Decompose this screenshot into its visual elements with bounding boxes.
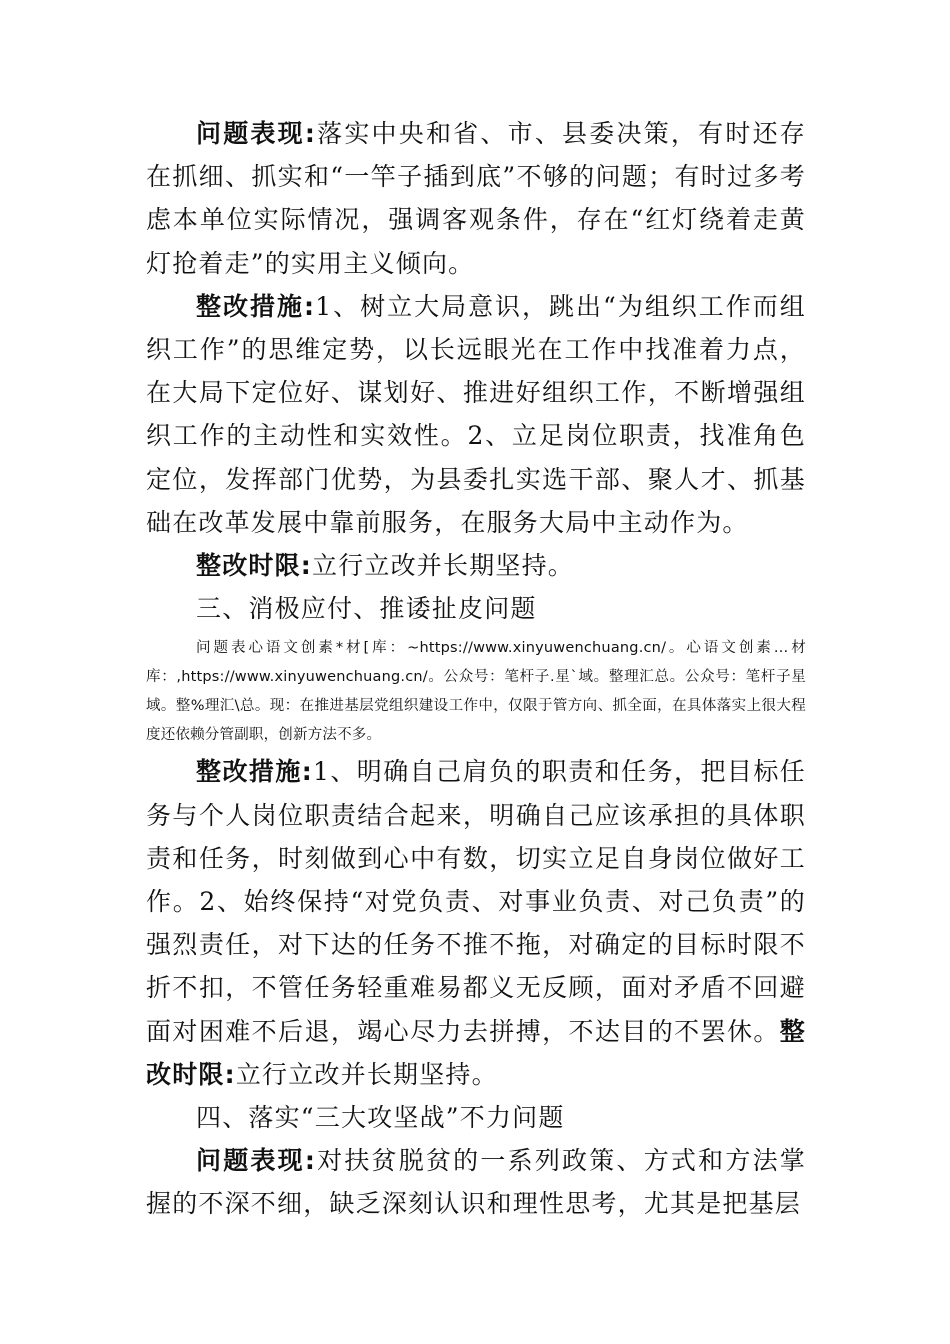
label-measures: 整改措施: — [196, 757, 313, 787]
paragraph-measures-1 — [146, 285, 806, 544]
label-measures: 整改措施: — [196, 291, 316, 321]
paragraph-measures-3 — [146, 750, 806, 1096]
document-body — [146, 112, 806, 1226]
paragraph-text: 1、明确自己肩负的职责和任务，把目标任务与个人岗位职责结合起来，明确自己应该承担的具体职责和任务，时刻做到心中有数，切实立足自身岗位做好工作。2、始终保持“对党负责、对事业负责、对己负责”的强烈责任，对下达的任务不推不拖，对确定的目标时限不折不扣，不管任务轻重难易都义无反顾，面对矛盾不回避面对困难不后退，竭心尽力去拼搏，不达目的不罢休。 — [146, 757, 806, 1046]
paragraph-text: 对扶贫脱贫的一系列政策、方式和方法掌握的不深不细，缺乏深刻认识和理性思考，尤其是把基层 — [146, 1146, 806, 1219]
label-problem: 问题表现: — [196, 119, 317, 148]
paragraph-deadline-1 — [146, 544, 806, 587]
label-deadline: 整改时限: — [196, 551, 312, 581]
label-problem: 问题表现: — [196, 1146, 317, 1176]
paragraph-problem-1 — [146, 112, 806, 285]
paragraph-problem-3-small: 问题表心语文创素*材[库：~https://www.xinyuwenchuang.cn/。心语文创素…材库：,https://www.xinyuwenchuang.cn/。公众号：笔杆子.星`域。整理汇总。公众号：笔杆子星域。整%理汇\总。现：在推进基层党组织建设工作中，仅限于管方向、抓全面，在具体落实上很大程度还依赖分管副职，创新方法不多。 — [146, 640, 806, 744]
paragraph-text: 落实中央和省、市、县委决策，有时还存在抓细、抓实和“一竿子插到底”不够的问题；有时过多考虑本单位实际情况，强调客观条件，存在“红灯绕着走黄灯抢着走”的实用主义倾向。 — [146, 119, 806, 278]
section-heading-4: 四、落实“三大攻坚战”不力问题 — [196, 1103, 565, 1133]
paragraph-problem-4 — [146, 1139, 806, 1225]
paragraph-text: 立行立改并长期坚持。 — [312, 551, 575, 581]
label-deadline: 整改时限: — [146, 1016, 806, 1089]
section-heading-3: 三、消极应付、推诿扯皮问题 — [196, 594, 537, 624]
paragraph-text: 1、树立大局意识，跳出“为组织工作而组织工作”的思维定势，以长远眼光在工作中找准着力点，在大局下定位好、谋划好、推进好组织工作，不断增强组织工作的主动性和实效性。2、立足岗位职责，找准角色定位，发挥部门优势，为县委扎实选干部、聚人才、抓基础在改革发展中靠前服务，在服务大局中主动作为。 — [146, 291, 806, 537]
paragraph-text: 立行立改并长期坚持。 — [235, 1059, 498, 1089]
